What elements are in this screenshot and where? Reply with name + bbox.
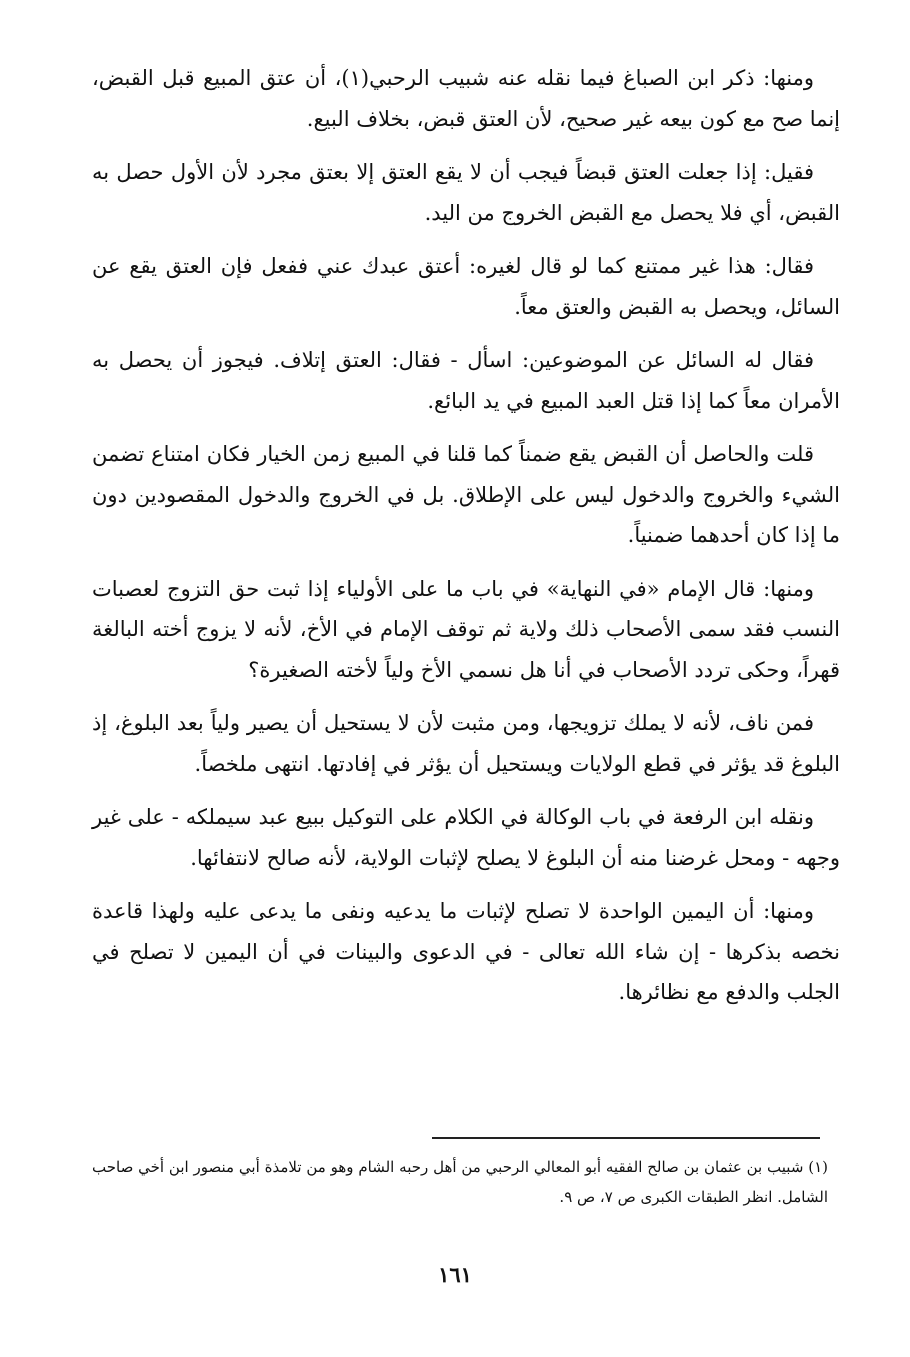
paragraph-9: ومنها: أن اليمين الواحدة لا تصلح لإثبات ما يدعيه ونفى ما يدعى عليه ولهذا قاعدة نخصه بذكرها - إن شاء الله تعالى - في الدعوى والبينات في أن اليمين لا تصلح في الجلب والدفع مع نظائرها. (92, 899, 840, 1004)
paragraph-4: فقال له السائل عن الموضوعين: اسأل - فقال: العتق إتلاف. فيجوز أن يحصل به الأمران معاً كما إذا قتل العبد المبيع في يد البائع. (92, 348, 840, 413)
page-number: ١٦١ (438, 1262, 472, 1287)
paragraph-1: ومنها: ذكر ابن الصباغ فيما نقله عنه شبيب الرحبي(١)، أن عتق المبيع قبل القبض، إنما صح مع كون بيعه غير صحيح، لأن العتق قبض، بخلاف البيع. (92, 66, 840, 131)
main-text (92, 58, 840, 1026)
paragraph-7: فمن ناف، لأنه لا يملك تزويجها، ومن مثبت لأن لا يستحيل أن يصير ولياً بعد البلوغ، إذ البلوغ قد يؤثر في قطع الولايات ويستحيل أن يؤثر في إفادتها. انتهى ملخصاً. (92, 711, 840, 776)
paragraph-6: ومنها: قال الإمام «في النهاية» في باب ما على الأولياء إذا ثبت حق التزوج لعصبات النسب فقد سمى الأصحاب ذلك ولاية ثم توقف الإمام في الأخ، لأنه لا يزوج أخته البالغة قهراً، وحكى تردد الأصحاب في أنا هل نسمي الأخ ولياً لأخته الصغيرة؟ (92, 576, 840, 682)
paragraph-3: فقال: هذا غير ممتنع كما لو قال لغيره: أعتق عبدك عني ففعل فإن العتق يقع عن السائل، ويحصل به القبض والعتق معاً. (92, 254, 840, 319)
footnote-1: (١) شبيب بن عثمان بن صالح الفقيه أبو المعالي الرحبي من أهل رحبه الشام وهو من تلامذة أبي منصور ابن أخي صاحب الشامل. انظر الطبقات الكبرى ص ٧، ص ٩. (92, 1158, 828, 1206)
paragraph-8: ونقله ابن الرفعة في باب الوكالة في الكلام على التوكيل ببيع عبد سيملكه - على غير وجهه - ومحل غرضنا منه أن البلوغ لا يصلح لإثبات الولاية، لأنه صالح لانتفائها. (92, 805, 840, 870)
paragraph-2: فقيل: إذا جعلت العتق قبضاً فيجب أن لا يقع العتق إلا بعتق مجرد لأن الأول حصل به القبض، أي فلا يحصل مع القبض الخروج من اليد. (92, 160, 840, 225)
footnote-divider (432, 1137, 820, 1139)
paragraph-5: قلت والحاصل أن القبض يقع ضمناً كما قلنا في المبيع زمن الخيار فكان امتناع تضمن الشيء والخروج والدخول ليس على الإطلاق. بل في الخروج والدخول المقصودين دون ما إذا كان أحدهما ضمنياً. (92, 442, 840, 547)
footnotes-section (92, 1152, 828, 1212)
